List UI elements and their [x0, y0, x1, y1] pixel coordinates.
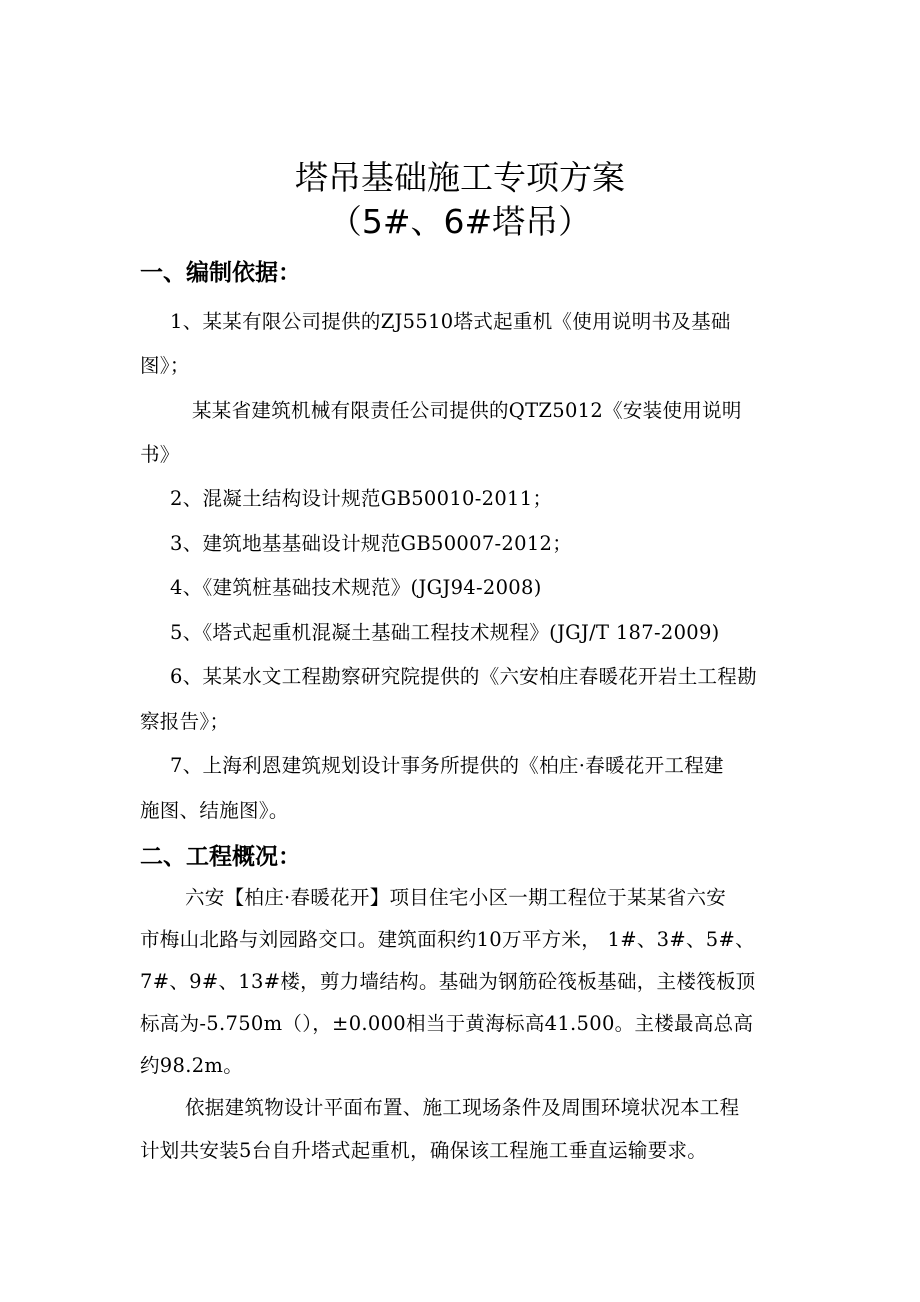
overview-paragraph-1-line-2: 市梅山北路与刘园路交口。建筑面积约10万平方米， 1#、3#、5#、: [140, 928, 755, 951]
list-item-2: 2、混凝土结构设计规范GB50010-2011；: [170, 487, 553, 510]
list-item-5: 5、《塔式起重机混凝土基础工程技术规程》(JGJ/T 187-2009): [170, 621, 720, 644]
document-subtitle: （5#、6#塔吊）: [328, 202, 592, 241]
document-title: 塔吊基础施工专项方案: [295, 158, 625, 197]
overview-paragraph-1-line-5: 约98.2m。: [140, 1054, 244, 1077]
list-item-1-line-2: 图》；: [140, 354, 190, 377]
list-item-6-line-1: 6、某某水文工程勘察研究院提供的《六安柏庄春暖花开岩土工程勘: [170, 665, 757, 688]
section-heading-basis: 一、编制依据：: [140, 260, 301, 286]
list-item-1-line-3: 某某省建筑机械有限责任公司提供的QTZ5012《安装使用说明: [192, 399, 742, 422]
overview-paragraph-1-line-3: 7#、9#、13#楼，剪力墙结构。基础为钢筋砼筏板基础，主楼筏板顶: [140, 970, 756, 993]
overview-paragraph-1-line-1: 六安【柏庄·春暖花开】项目住宅小区一期工程位于某某省六安: [185, 886, 727, 909]
list-item-6-line-2: 察报告》；: [140, 710, 230, 733]
list-item-7-line-1: 7、上海利恩建筑规划设计事务所提供的《柏庄·春暖花开工程建: [170, 754, 724, 777]
list-item-1-line-1: 1、某某有限公司提供的ZJ5510塔式起重机《使用说明书及基础: [170, 310, 731, 333]
list-item-3: 3、建筑地基基础设计规范GB50007-2012；: [170, 532, 573, 555]
list-item-1-line-4: 书》: [140, 443, 180, 466]
list-item-4: 4、《建筑桩基础技术规范》(JGJ94-2008): [170, 576, 542, 599]
overview-paragraph-2-line-1: 依据建筑物设计平面布置、施工现场条件及周围环境状况本工程: [185, 1096, 740, 1119]
section-heading-overview: 二、工程概况：: [140, 844, 301, 870]
overview-paragraph-2-line-2: 计划共安装5台自升塔式起重机，确保该工程施工垂直运输要求。: [140, 1139, 708, 1162]
overview-paragraph-1-line-4: 标高为-5.750m（），±0.000相当于黄海标高41.500。主楼最高总高: [140, 1012, 754, 1035]
list-item-7-line-2: 施图、结施图》。: [140, 799, 289, 822]
